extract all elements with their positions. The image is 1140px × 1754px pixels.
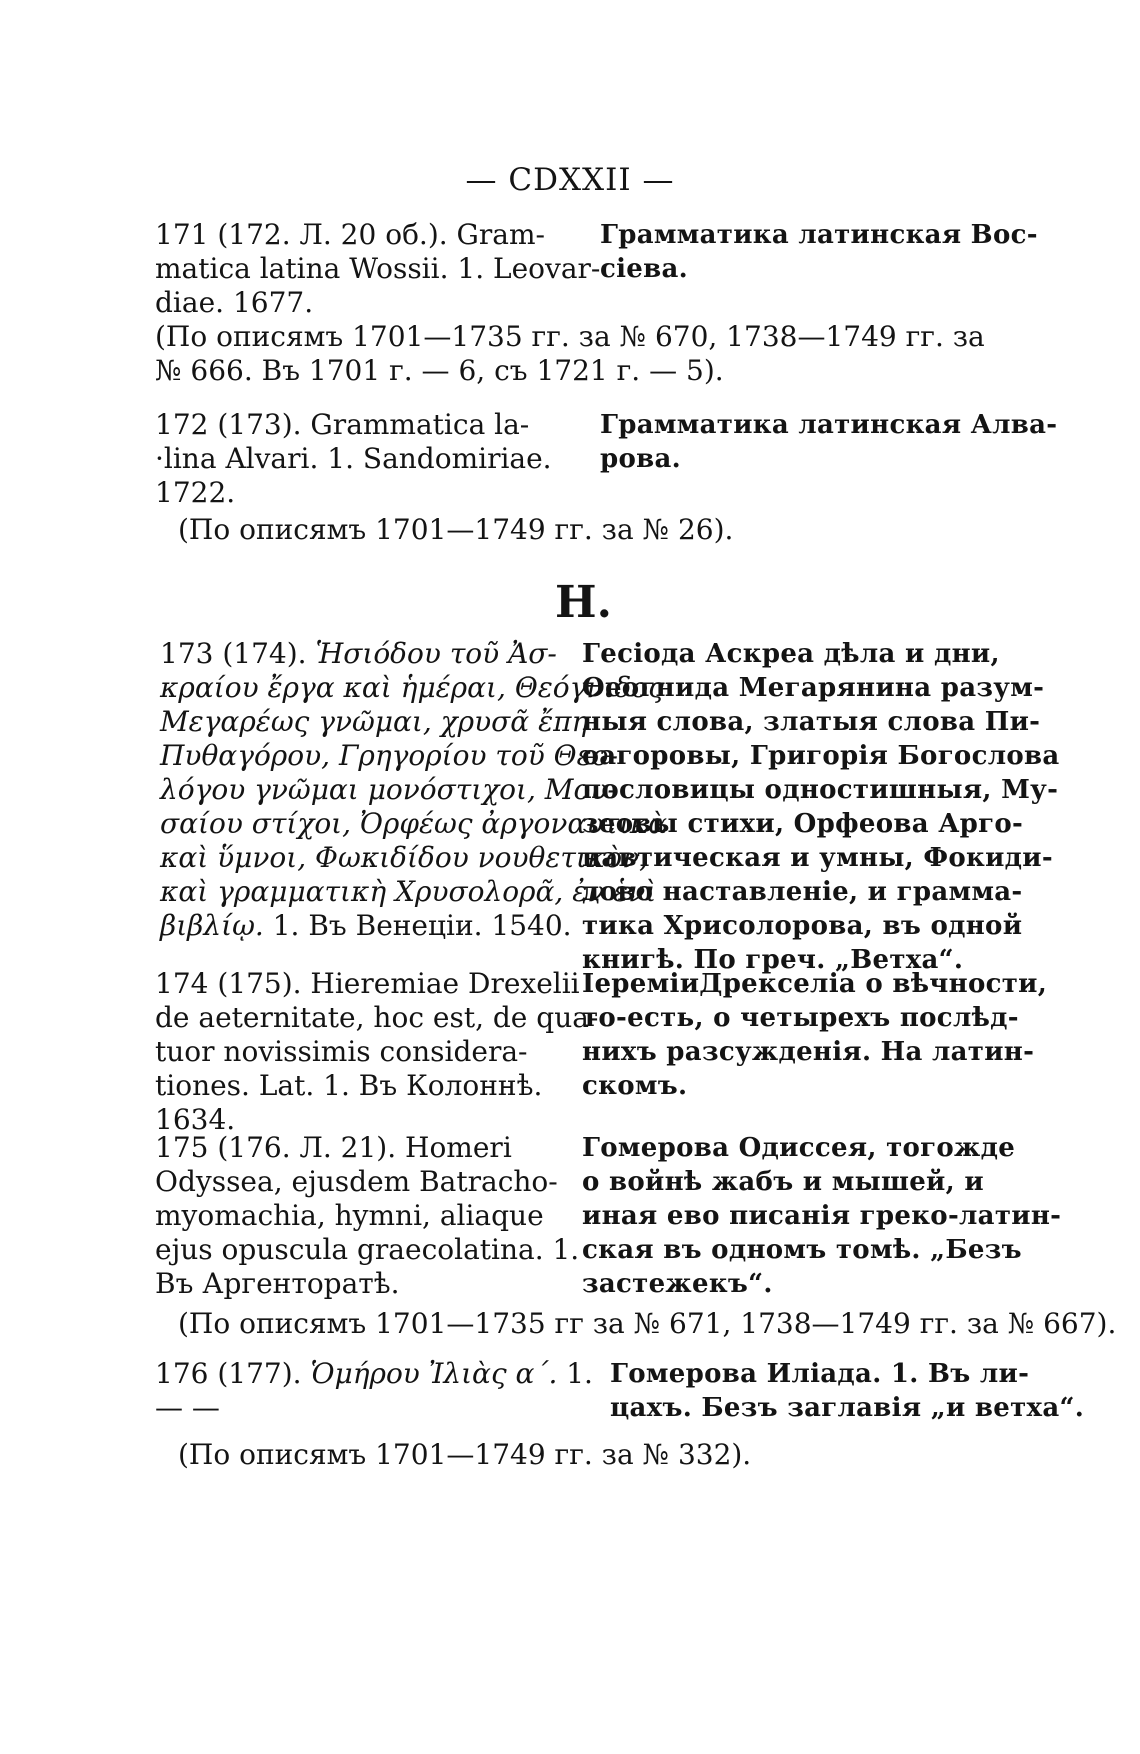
text-line: 175 (176. Л. 21). Homeri — [155, 1131, 512, 1164]
text-line: рова. — [600, 444, 681, 474]
entry-171-russian — [600, 218, 1038, 286]
text-line: ныя слова, златыя слова Пи- — [582, 707, 1041, 737]
text-line: Въ Аргенторатѣ. — [155, 1267, 400, 1300]
greek-line: καὶ ὕμνοι, Φωκιδίδου νουθετικὸν, — [160, 841, 649, 874]
entry-number: 176 (177). — [155, 1357, 302, 1390]
text-line: 172 (173). Grammatica la- — [155, 408, 530, 441]
text-line: ѳагоровы, Григорія Богослова — [582, 741, 1060, 771]
text-line: 171 (172. Л. 20 об.). Gram- — [155, 218, 546, 251]
entry-172-latin — [155, 408, 552, 510]
text-line: Грамматика латинская Алва- — [600, 410, 1058, 440]
text-line: Odyssea, ejusdem Batracho- — [155, 1165, 558, 1198]
text-line: ІереміиДрекселіа о вѣчности, — [582, 969, 1048, 999]
text-line: tuor novissimis considera- — [155, 1035, 528, 1068]
text-line: книгѣ. По греч. „Ветха“. — [582, 945, 964, 975]
entry-175-note — [178, 1307, 1116, 1341]
text-line: 1722. — [155, 476, 236, 509]
text-line: myomachia, hymni, aliaque — [155, 1199, 544, 1232]
text-line: Гесіода Аскреа дѣла и дни, — [582, 639, 1000, 669]
text-line: tiones. Lat. 1. Въ Колоннѣ. — [155, 1069, 543, 1102]
text-line: ·lina Alvari. 1. Sandomiriae. — [155, 442, 552, 475]
text-line: matica latina Wossii. 1. Leovar- — [155, 252, 601, 285]
text-line: 174 (175). Hieremiae Drexelii — [155, 967, 580, 1000]
text-line: (По описямъ 1701—1735 гг за № 671, 1738—1749 гг. за № 667). — [178, 1307, 1117, 1340]
text-line: Ѳеогнида Мегарянина разум- — [582, 673, 1045, 703]
text-line: скомъ. — [582, 1071, 688, 1101]
greek-line: Μεγαρέως γνῶμαι, χρυσᾶ ἔπη — [160, 705, 589, 738]
text-line: (По описямъ 1701—1735 гг. за № 670, 1738—1749 гг. за — [155, 320, 985, 353]
text-line: сіева. — [600, 254, 689, 284]
greek-text: Ὁμήρου Ἰλιὰς α΄. — [310, 1357, 558, 1390]
section-letter: Н. — [555, 577, 612, 628]
text-line: diae. 1677. — [155, 286, 314, 319]
entry-175-latin — [155, 1131, 579, 1301]
text-line: о войнѣ жабъ и мышей, и — [582, 1167, 984, 1197]
greek-line: σαίου στίχοι, Ὀρφέως ἀργοναυτικὰ — [160, 807, 668, 840]
entry-173-russian — [582, 637, 1060, 977]
text-line: дово наставленіе, и грамма- — [582, 877, 1023, 907]
greek-line: κραίου ἔργα καὶ ἡμέραι, Θεόγνιδος — [160, 671, 664, 704]
text-line: тика Хрисолорова, въ одной — [582, 911, 1023, 941]
text-line: навтическая и умны, Фокиди- — [582, 843, 1053, 873]
greek-text: βιβλίῳ. — [160, 909, 264, 942]
page-header: — CDXXII — — [465, 162, 675, 198]
greek-line: καὶ γραμματικὴ Χρυσολορᾶ, ἐν ἑνὶ — [160, 875, 657, 908]
text-line: иная ево писанія греко-латин- — [582, 1201, 1062, 1231]
entry-number: 173 (174). — [160, 637, 307, 670]
greek-line: Πυθαγόρου, Γρηγορίου τοῦ Θεο- — [160, 739, 618, 772]
text-line: Грамматика латинская Вос- — [600, 220, 1038, 250]
text-line: 1634. — [155, 1103, 236, 1136]
entry-175-russian — [582, 1131, 1061, 1301]
ditto-mark: — — — [155, 1391, 220, 1424]
text-line: цахъ. Безъ заглавія „и ветха“. — [610, 1393, 1085, 1423]
text-line: Гомерова Одиссея, тогожде — [582, 1133, 1016, 1163]
text-line: то-есть, о четырехъ послѣд- — [582, 1003, 1019, 1033]
text-line: de aeternitate, hoc est, de qua- — [155, 1001, 599, 1034]
text-line: (По описямъ 1701—1749 гг. за № 26). — [178, 513, 734, 546]
text-line: ejus opuscula graecolatina. 1. — [155, 1233, 580, 1266]
text-line: Гомерова Иліада. 1. Въ ли- — [610, 1359, 1030, 1389]
text-line: ская въ одномъ томѣ. „Безъ — [582, 1235, 1022, 1265]
entry-176-greek — [155, 1357, 593, 1425]
greek-text: Ἡσιόδου τοῦ Ἀσ- — [315, 637, 557, 670]
imprint-text: 1. Въ Венеціи. 1540. — [263, 909, 572, 942]
text-line: пословицы одностишныя, Му- — [582, 775, 1059, 805]
text-line: застежекъ“. — [582, 1269, 773, 1299]
entry-174-latin — [155, 967, 598, 1137]
entry-176-russian — [610, 1357, 1084, 1425]
text-line: нихъ разсужденія. На латин- — [582, 1037, 1035, 1067]
entry-171-latin — [155, 218, 600, 320]
text-line: зеовы стихи, Орфеова Арго- — [582, 809, 1024, 839]
entry-176-note — [178, 1438, 751, 1472]
entry-174-russian — [582, 967, 1047, 1103]
entry-171-note — [155, 320, 985, 388]
greek-line: λόγου γνῶμαι μονόστιχοι, Μου- — [160, 773, 617, 806]
entry-172-russian — [600, 408, 1057, 476]
text-line: № 666. Въ 1701 г. — 6, съ 1721 г. — 5). — [155, 354, 724, 387]
imprint-text: 1. — [557, 1357, 593, 1390]
entry-172-note — [178, 513, 733, 547]
text-line — [155, 1357, 593, 1391]
text-line: (По описямъ 1701—1749 гг. за № 332). — [178, 1438, 752, 1471]
